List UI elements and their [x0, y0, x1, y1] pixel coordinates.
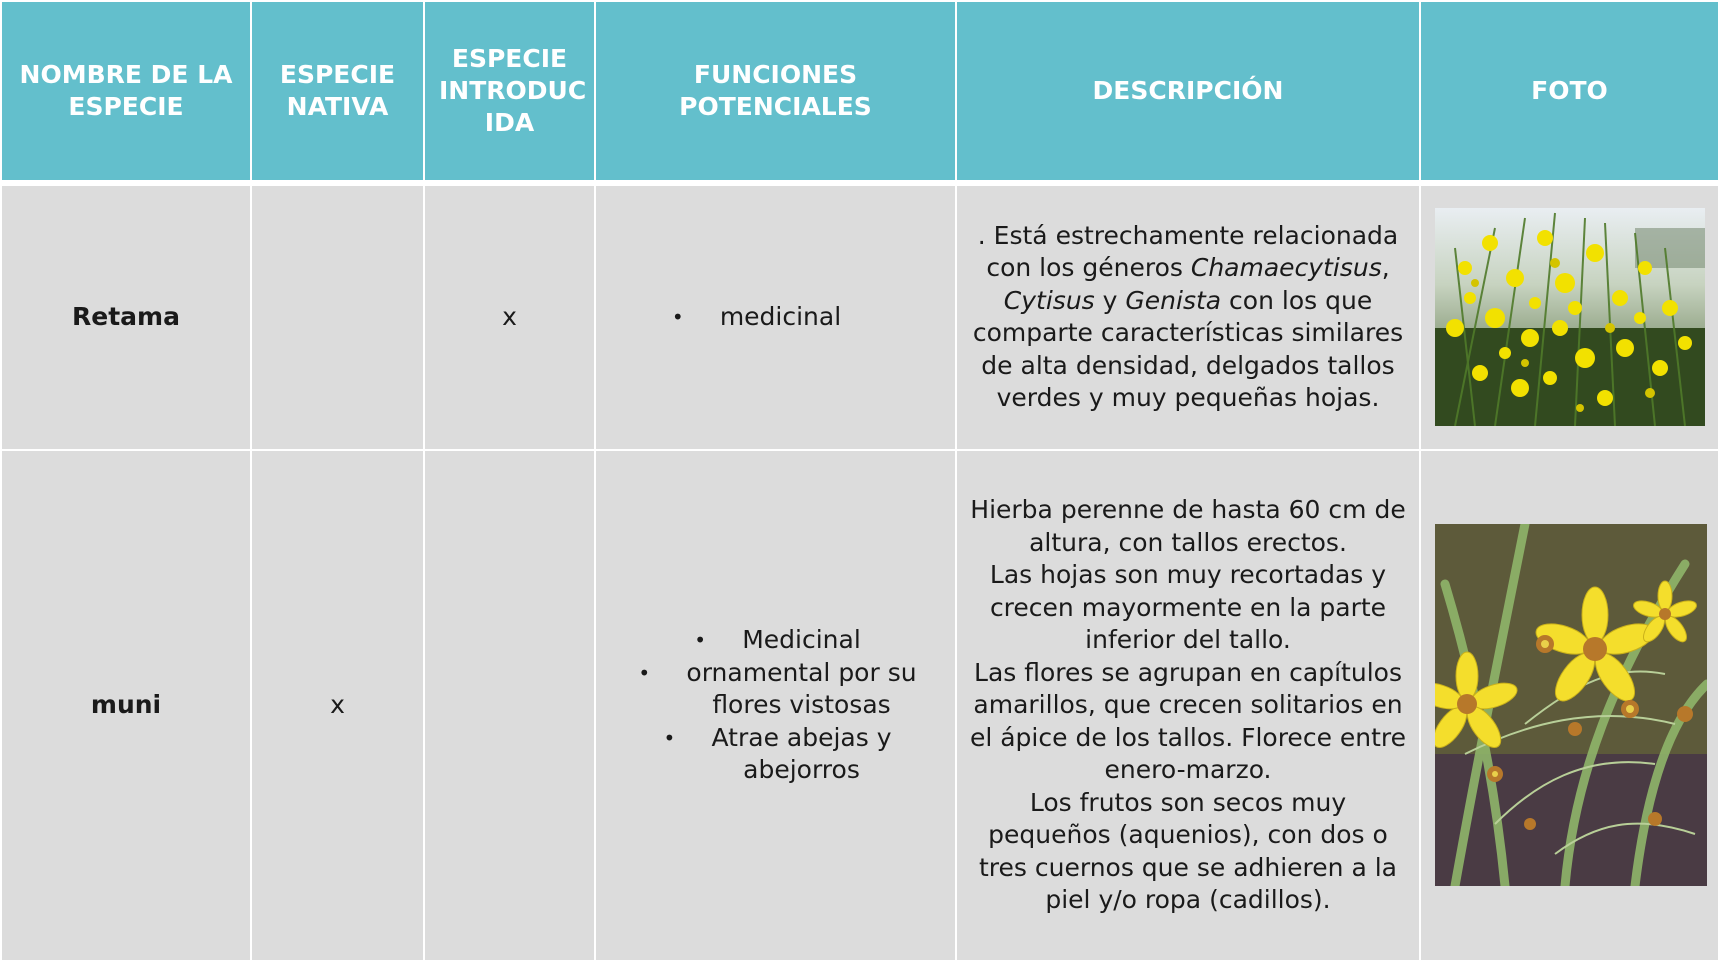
descripcion-separator: y: [1094, 285, 1126, 315]
funciones-cell: [596, 186, 957, 451]
header-introducida: ESPECIE INTRODUC IDA: [425, 2, 596, 186]
funciones-list: [608, 301, 943, 334]
yellow-daisy-flowers-image: [1435, 524, 1707, 886]
header-nativa: ESPECIE NATIVA: [252, 2, 425, 186]
header-descripcion: DESCRIPCIÓN: [957, 2, 1421, 186]
introducida-mark: [425, 451, 596, 960]
funciones-cell: [596, 451, 957, 960]
header-funciones: FUNCIONES POTENCIALES: [596, 2, 957, 186]
header-row: [2, 2, 1718, 186]
nativa-mark: x: [252, 451, 425, 960]
descripcion-text: Hierba perenne de hasta 60 cm de altura, con tallos erectos. Las hojas son muy recortadas y crecen mayormente en la parte inferior del tallo. Las flores se agrupan en capítulos amarillos, que crecen solitarios en el ápice de los tallos. Florece entre enero-marzo. Los frutos son secos muy pequeños (aquenios), con dos o tres cuernos que se adhieren a la piel y/o ropa (cadillos).: [969, 495, 1407, 915]
funcion-item: • Atrae abejas y abejorros: [656, 722, 937, 787]
table-row: [2, 451, 1718, 960]
header-foto: FOTO: [1421, 2, 1718, 186]
species-name: muni: [2, 451, 252, 960]
introducida-mark: x: [425, 186, 596, 451]
descripcion-cell: [957, 186, 1421, 451]
species-table: [2, 2, 1718, 960]
photo-cell: [1421, 186, 1718, 451]
descripcion-cell: [957, 451, 1421, 960]
funciones-list: [656, 624, 937, 787]
genus-name: Chamaecytisus: [1190, 253, 1382, 283]
descripcion-separator: ,: [1381, 253, 1390, 283]
yellow-broom-shrub-image: [1435, 208, 1705, 426]
header-nombre: NOMBRE DE LA ESPECIE: [2, 2, 252, 186]
genus-name: Genista: [1125, 285, 1222, 315]
nativa-mark: [252, 186, 425, 451]
funcion-item: • medicinal: [608, 301, 943, 334]
descripcion-part: con los que comparte características similares de alta densidad, delgados tallos verdes y muy pequeñas hojas.: [972, 285, 1404, 413]
descripcion-text: [973, 221, 1403, 413]
genus-name: Cytisus: [1003, 285, 1095, 315]
descripcion-part: . Está estrechamente relacionada con los géneros: [977, 220, 1399, 283]
photo-cell: [1421, 451, 1718, 960]
species-name: Retama: [2, 186, 252, 451]
retama-photo: [1435, 208, 1705, 426]
muni-photo: [1435, 524, 1707, 886]
table-row: [2, 186, 1718, 451]
funcion-item: • Medicinal: [656, 624, 937, 657]
funcion-item: • ornamental por su flores vistosas: [656, 657, 937, 722]
